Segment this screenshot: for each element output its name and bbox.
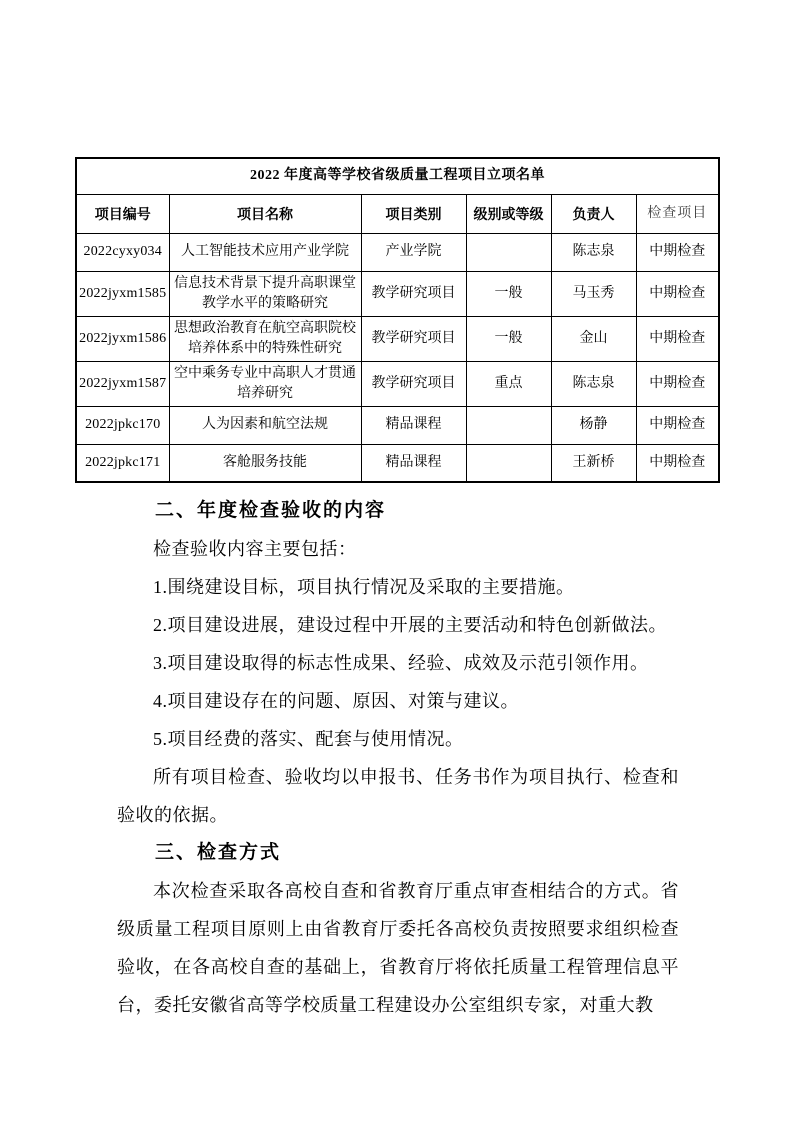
table-row [76,406,719,444]
cell-person-in-charge: 陈志泉 [551,361,636,406]
cell-project-number: 2022jpkc170 [76,406,169,444]
cell-level-grade: 一般 [466,271,551,316]
method-paragraph: 本次检查采取各高校自查和省教育厅重点审查相结合的方式。省级质量工程项目原则上由省教育厅委托各高校负责按照要求组织检查验收，在各高校自查的基础上，省教育厅将依托质量工程管理信息平台，委托安徽省高等学校质量工程建设办公室组织专家，对重大教 [117,881,679,1015]
table-title: 2022 年度高等学校省级质量工程项目立项名单 [76,158,719,194]
cell-project-name: 人工智能技术应用产业学院 [169,233,361,271]
header-project-name: 项目名称 [169,194,361,233]
document-body [117,492,679,1024]
cell-project-category: 教学研究项目 [361,271,466,316]
header-check-item: 检查项目 [636,194,719,233]
cell-project-number: 2022jyxm1586 [76,316,169,361]
header-level-grade: 级别或等级 [466,194,551,233]
cell-check-item: 中期检查 [636,361,719,406]
cell-project-category: 教学研究项目 [361,316,466,361]
cell-person-in-charge: 王新桥 [551,444,636,482]
cell-project-name: 空中乘务专业中高职人才贯通培养研究 [169,361,361,406]
table-row [76,316,719,361]
table-row [76,233,719,271]
check-item-5: 5.项目经费的落实、配套与使用情况。 [153,729,464,749]
cell-project-number: 2022jyxm1585 [76,271,169,316]
header-project-number: 项目编号 [76,194,169,233]
header-project-category: 项目类别 [361,194,466,233]
cell-person-in-charge: 金山 [551,316,636,361]
cell-project-name: 思想政治教育在航空高职院校培养体系中的特殊性研究 [169,316,361,361]
section-heading-2: 二、年度检查验收的内容 [155,500,387,521]
table-title-row [76,158,719,194]
project-table-container [75,157,718,483]
table-row [76,444,719,482]
cell-check-item: 中期检查 [636,316,719,361]
cell-check-item: 中期检查 [636,271,719,316]
header-person-in-charge: 负责人 [551,194,636,233]
check-item-2: 2.项目建设进展，建设过程中开展的主要活动和特色创新做法。 [153,615,667,635]
basis-paragraph: 所有项目检查、验收均以申报书、任务书作为项目执行、检查和验收的依据。 [117,767,679,825]
check-item-1: 1.围绕建设目标，项目执行情况及采取的主要措施。 [153,577,575,597]
cell-project-category: 精品课程 [361,444,466,482]
cell-check-item: 中期检查 [636,233,719,271]
check-item-4: 4.项目建设存在的问题、原因、对策与建议。 [153,691,519,711]
cell-project-number: 2022jpkc171 [76,444,169,482]
cell-project-category: 产业学院 [361,233,466,271]
cell-project-category: 精品课程 [361,406,466,444]
cell-level-grade [466,406,551,444]
cell-check-item: 中期检查 [636,406,719,444]
section-heading-3: 三、检查方式 [155,842,282,863]
cell-person-in-charge: 杨静 [551,406,636,444]
cell-project-category: 教学研究项目 [361,361,466,406]
table-header-row [76,194,719,233]
project-table [75,157,720,483]
cell-level-grade: 一般 [466,316,551,361]
cell-project-name: 客舱服务技能 [169,444,361,482]
table-row [76,271,719,316]
cell-person-in-charge: 马玉秀 [551,271,636,316]
cell-project-number: 2022cyxy034 [76,233,169,271]
cell-project-number: 2022jyxm1587 [76,361,169,406]
check-item-3: 3.项目建设取得的标志性成果、经验、成效及示范引领作用。 [153,653,649,673]
cell-person-in-charge: 陈志泉 [551,233,636,271]
cell-level-grade [466,444,551,482]
cell-check-item: 中期检查 [636,444,719,482]
cell-project-name: 人为因素和航空法规 [169,406,361,444]
cell-project-name: 信息技术背景下提升高职课堂教学水平的策略研究 [169,271,361,316]
table-row [76,361,719,406]
cell-level-grade: 重点 [466,361,551,406]
cell-level-grade [466,233,551,271]
intro-line: 检查验收内容主要包括： [153,539,357,559]
